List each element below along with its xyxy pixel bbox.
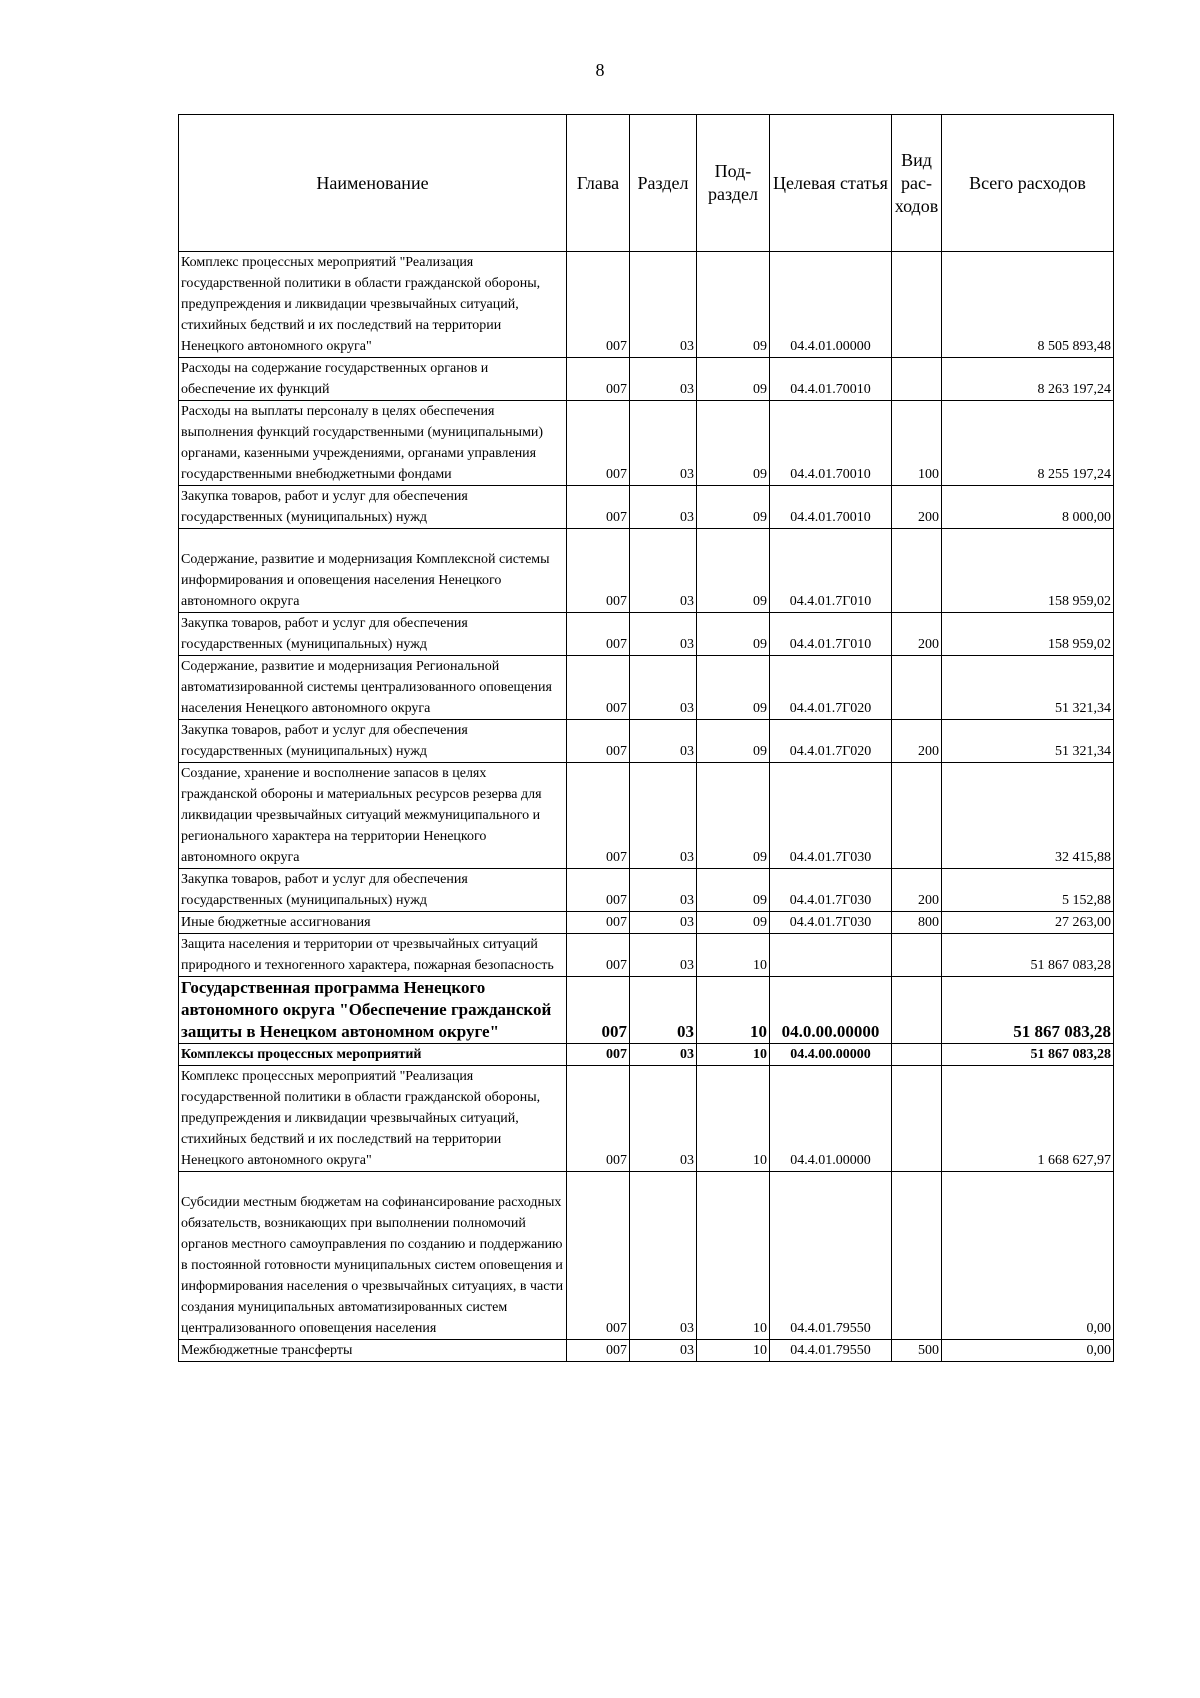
row-type (892, 763, 942, 869)
row-name: Закупка товаров, работ и услуг для обеспечения государственных (муниципальных) нужд (179, 613, 567, 656)
row-subsection: 10 (697, 1340, 770, 1362)
row-section: 03 (630, 529, 697, 613)
row-subsection: 09 (697, 720, 770, 763)
row-name: Иные бюджетные ассигнования (179, 912, 567, 934)
row-type (892, 977, 942, 1044)
table-row (179, 486, 1114, 529)
row-name: Комплекс процессных мероприятий "Реализация государственной политики в области гражданской обороны, предупреждения и ликвидации чрезвычайных ситуаций, стихийных бедствий и их последствий на территории Ненецкого автономного округа" (179, 252, 567, 358)
row-target: 04.4.01.7Г020 (770, 656, 892, 720)
row-type: 100 (892, 401, 942, 486)
row-type (892, 1172, 942, 1340)
row-total: 32 415,88 (942, 763, 1114, 869)
row-total: 8 263 197,24 (942, 358, 1114, 401)
row-chapter: 007 (567, 763, 630, 869)
row-section: 03 (630, 358, 697, 401)
row-total: 51 867 083,28 (942, 977, 1114, 1044)
row-chapter: 007 (567, 613, 630, 656)
row-name: Закупка товаров, работ и услуг для обеспечения государственных (муниципальных) нужд (179, 720, 567, 763)
row-subsection: 09 (697, 252, 770, 358)
row-name: Комплекс процессных мероприятий "Реализация государственной политики в области гражданской обороны, предупреждения и ликвидации чрезвычайных ситуаций, стихийных бедствий и их последствий на территории Ненецкого автономного округа" (179, 1066, 567, 1172)
table-row (179, 358, 1114, 401)
row-chapter: 007 (567, 656, 630, 720)
table-row (179, 1172, 1114, 1340)
row-type (892, 252, 942, 358)
row-name: Межбюджетные трансферты (179, 1340, 567, 1362)
row-subsection: 09 (697, 869, 770, 912)
row-target: 04.4.01.7Г010 (770, 529, 892, 613)
row-total: 51 867 083,28 (942, 1044, 1114, 1066)
row-section: 03 (630, 869, 697, 912)
header-name: Наименование (179, 115, 567, 252)
table-row (179, 1066, 1114, 1172)
row-chapter: 007 (567, 934, 630, 977)
header-type: Вид рас- ходов (892, 115, 942, 252)
row-total: 1 668 627,97 (942, 1066, 1114, 1172)
header-section: Раздел (630, 115, 697, 252)
row-subsection: 09 (697, 401, 770, 486)
row-name: Государственная программа Ненецкого автономного округа "Обеспечение гражданской защиты в Ненецком автономном округе" (179, 977, 567, 1044)
header-subsection: Под- раздел (697, 115, 770, 252)
row-chapter: 007 (567, 720, 630, 763)
row-type: 800 (892, 912, 942, 934)
row-section: 03 (630, 763, 697, 869)
row-total: 0,00 (942, 1340, 1114, 1362)
row-target: 04.4.01.7Г030 (770, 869, 892, 912)
row-chapter: 007 (567, 1172, 630, 1340)
table-row (179, 252, 1114, 358)
row-subsection: 10 (697, 1172, 770, 1340)
budget-table (178, 114, 1114, 1362)
row-total: 27 263,00 (942, 912, 1114, 934)
table-row-program (179, 977, 1114, 1044)
table-body (179, 252, 1114, 1362)
table-row (179, 720, 1114, 763)
row-target: 04.4.01.79550 (770, 1172, 892, 1340)
row-section: 03 (630, 656, 697, 720)
row-type: 500 (892, 1340, 942, 1362)
row-subsection: 09 (697, 529, 770, 613)
table-row (179, 869, 1114, 912)
row-total: 8 505 893,48 (942, 252, 1114, 358)
row-target: 04.4.01.70010 (770, 401, 892, 486)
row-type: 200 (892, 869, 942, 912)
row-name: Закупка товаров, работ и услуг для обеспечения государственных (муниципальных) нужд (179, 869, 567, 912)
row-total: 51 867 083,28 (942, 934, 1114, 977)
row-subsection: 10 (697, 977, 770, 1044)
row-target: 04.4.01.79550 (770, 1340, 892, 1362)
row-section: 03 (630, 401, 697, 486)
row-type (892, 656, 942, 720)
row-chapter: 007 (567, 529, 630, 613)
row-type (892, 1044, 942, 1066)
row-name: Закупка товаров, работ и услуг для обеспечения государственных (муниципальных) нужд (179, 486, 567, 529)
row-subsection: 09 (697, 656, 770, 720)
row-total: 5 152,88 (942, 869, 1114, 912)
row-total: 8 255 197,24 (942, 401, 1114, 486)
row-section: 03 (630, 934, 697, 977)
row-total: 158 959,02 (942, 613, 1114, 656)
table-row (179, 1340, 1114, 1362)
header-target: Целевая статья (770, 115, 892, 252)
row-chapter: 007 (567, 912, 630, 934)
row-type (892, 529, 942, 613)
row-chapter: 007 (567, 1340, 630, 1362)
row-total: 158 959,02 (942, 529, 1114, 613)
row-section: 03 (630, 1172, 697, 1340)
row-name: Субсидии местным бюджетам на софинансирование расходных обязательств, возникающих при выполнении полномочий органов местного самоуправления по созданию и поддержанию в постоянной готовности муниципальных систем оповещения и информирования населения о чрезвычайных ситуациях, в части создания муниципальных автоматизированных систем централизованного оповещения населения (179, 1172, 567, 1340)
row-chapter: 007 (567, 252, 630, 358)
row-subsection: 09 (697, 358, 770, 401)
row-target (770, 934, 892, 977)
row-type (892, 934, 942, 977)
row-chapter: 007 (567, 977, 630, 1044)
row-section: 03 (630, 912, 697, 934)
row-name: Защита населения и территории от чрезвычайных ситуаций природного и техногенного характера, пожарная безопасность (179, 934, 567, 977)
row-section: 03 (630, 720, 697, 763)
row-total: 0,00 (942, 1172, 1114, 1340)
row-name: Расходы на выплаты персоналу в целях обеспечения выполнения функций государственными (муниципальными) органами, казенными учреждениями, органами управления государственными внебюджетными фондами (179, 401, 567, 486)
row-target: 04.4.01.00000 (770, 1066, 892, 1172)
row-type (892, 358, 942, 401)
row-type: 200 (892, 613, 942, 656)
row-chapter: 007 (567, 358, 630, 401)
row-target: 04.4.01.70010 (770, 358, 892, 401)
row-subsection: 10 (697, 1066, 770, 1172)
row-target: 04.0.00.00000 (770, 977, 892, 1044)
table-header (179, 115, 1114, 252)
table-row (179, 912, 1114, 934)
row-chapter: 007 (567, 1066, 630, 1172)
row-section: 03 (630, 977, 697, 1044)
row-chapter: 007 (567, 401, 630, 486)
row-section: 03 (630, 1340, 697, 1362)
row-subsection: 09 (697, 486, 770, 529)
row-target: 04.4.01.70010 (770, 486, 892, 529)
row-subsection: 10 (697, 1044, 770, 1066)
table-row (179, 656, 1114, 720)
header-total: Всего расходов (942, 115, 1114, 252)
page-number: 8 (595, 60, 605, 80)
row-target: 04.4.01.7Г030 (770, 763, 892, 869)
row-chapter: 007 (567, 869, 630, 912)
row-target: 04.4.01.7Г030 (770, 912, 892, 934)
row-name: Комплексы процессных мероприятий (179, 1044, 567, 1066)
header-chapter: Глава (567, 115, 630, 252)
row-section: 03 (630, 613, 697, 656)
row-total: 8 000,00 (942, 486, 1114, 529)
row-type: 200 (892, 486, 942, 529)
row-total: 51 321,34 (942, 720, 1114, 763)
row-target: 04.4.00.00000 (770, 1044, 892, 1066)
row-total: 51 321,34 (942, 656, 1114, 720)
table-row (179, 934, 1114, 977)
row-name: Содержание, развитие и модернизация Региональной автоматизированной системы централизованного оповещения населения Ненецкого автономного округа (179, 656, 567, 720)
row-name: Создание, хранение и восполнение запасов в целях гражданской обороны и материальных ресурсов резерва для ликвидации чрезвычайных ситуаций межмуниципального и регионального характера на территории Ненецкого автономного округа (179, 763, 567, 869)
row-section: 03 (630, 1044, 697, 1066)
row-subsection: 09 (697, 613, 770, 656)
row-subsection: 10 (697, 934, 770, 977)
table-row (179, 401, 1114, 486)
row-chapter: 007 (567, 486, 630, 529)
row-section: 03 (630, 486, 697, 529)
row-section: 03 (630, 252, 697, 358)
row-chapter: 007 (567, 1044, 630, 1066)
row-type (892, 1066, 942, 1172)
row-section: 03 (630, 1066, 697, 1172)
row-subsection: 09 (697, 763, 770, 869)
table-row (179, 529, 1114, 613)
row-type: 200 (892, 720, 942, 763)
row-name: Содержание, развитие и модернизация Комплексной системы информирования и оповещения населения Ненецкого автономного округа (179, 529, 567, 613)
table-row-complexes (179, 1044, 1114, 1066)
row-target: 04.4.01.7Г020 (770, 720, 892, 763)
row-target: 04.4.01.7Г010 (770, 613, 892, 656)
row-name: Расходы на содержание государственных органов и обеспечение их функций (179, 358, 567, 401)
table-row (179, 613, 1114, 656)
row-subsection: 09 (697, 912, 770, 934)
table-row (179, 763, 1114, 869)
row-target: 04.4.01.00000 (770, 252, 892, 358)
